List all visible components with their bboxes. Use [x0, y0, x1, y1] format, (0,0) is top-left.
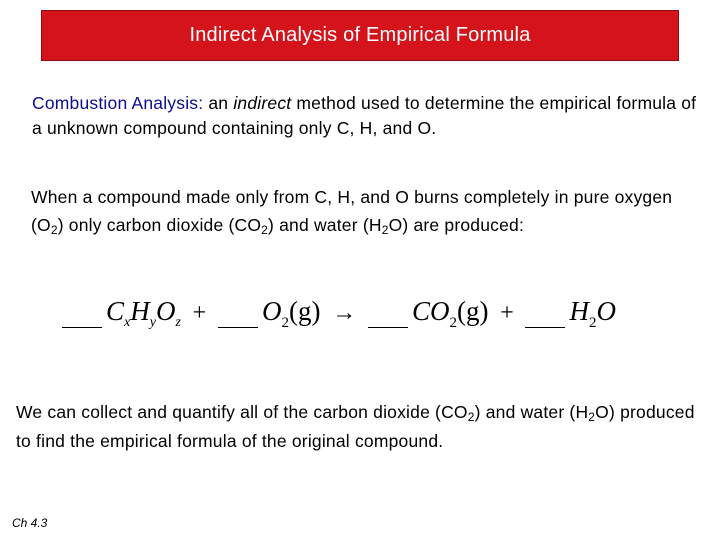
coefficient-blank-1 [62, 326, 102, 328]
eq-h: H [130, 296, 150, 326]
eq-c: C [106, 296, 125, 326]
eq-plus-2: + [500, 300, 514, 326]
combustion-products-paragraph [31, 183, 701, 239]
eq-co2: CO [411, 296, 450, 326]
definition-text-b: method used to determine the empirical formula of a unknown compound containing only C, H, and O. [32, 93, 697, 138]
p2-text-a: When a compound made only from C, H, and O burns completely in pure oxygen (O [31, 187, 673, 235]
eq-sub-y: y [149, 315, 156, 330]
eq-oxygen-sub: 2 [281, 315, 289, 331]
eq-water-h: H [569, 296, 589, 326]
definition-text-a: an [203, 93, 234, 113]
eq-oxygen-state: (g) [288, 296, 321, 326]
p3-text-b: ) and water (H [474, 402, 589, 422]
eq-water-sub: 2 [588, 315, 597, 331]
p3-text-c: O) produced to find the empirical formula of the original compound. [16, 402, 695, 451]
eq-sub-x: x [124, 315, 131, 330]
reaction-arrow: → [332, 300, 357, 326]
combustion-analysis-term: Combustion Analysis: [32, 93, 204, 113]
p2-text-d: O) are produced: [388, 215, 525, 235]
combustion-equation [62, 291, 616, 343]
indirect-emphasis: indirect [233, 93, 292, 113]
p2-sub-3: 2 [381, 223, 389, 237]
eq-co2-state: (g) [456, 296, 489, 326]
eq-plus-1: + [192, 300, 207, 326]
p3-text-a: We can collect and quantify all of the carbon dioxide (CO [16, 402, 468, 422]
eq-oxygen: O [261, 296, 282, 326]
p2-text-c: ) and water (H [268, 215, 382, 235]
title-bar [41, 10, 679, 61]
eq-sub-z: z [175, 315, 181, 330]
p2-sub-2: 2 [261, 223, 269, 237]
coefficient-blank-3 [368, 326, 408, 328]
eq-o: O [155, 296, 176, 326]
coefficient-blank-4 [525, 326, 565, 328]
definition-paragraph [32, 91, 702, 141]
eq-water-o: O [596, 296, 616, 326]
slide-title: Indirect Analysis of Empirical Formula [189, 24, 531, 46]
coefficient-blank-2 [218, 326, 258, 328]
chapter-footer: Ch 4.3 [12, 516, 48, 530]
eq-co2-sub: 2 [449, 315, 457, 331]
p3-sub-1: 2 [467, 410, 475, 424]
p2-sub-1: 2 [50, 223, 58, 237]
p2-text-b: ) only carbon dioxide (CO [57, 215, 262, 235]
quantify-paragraph [16, 398, 706, 456]
p3-sub-2: 2 [588, 410, 596, 424]
